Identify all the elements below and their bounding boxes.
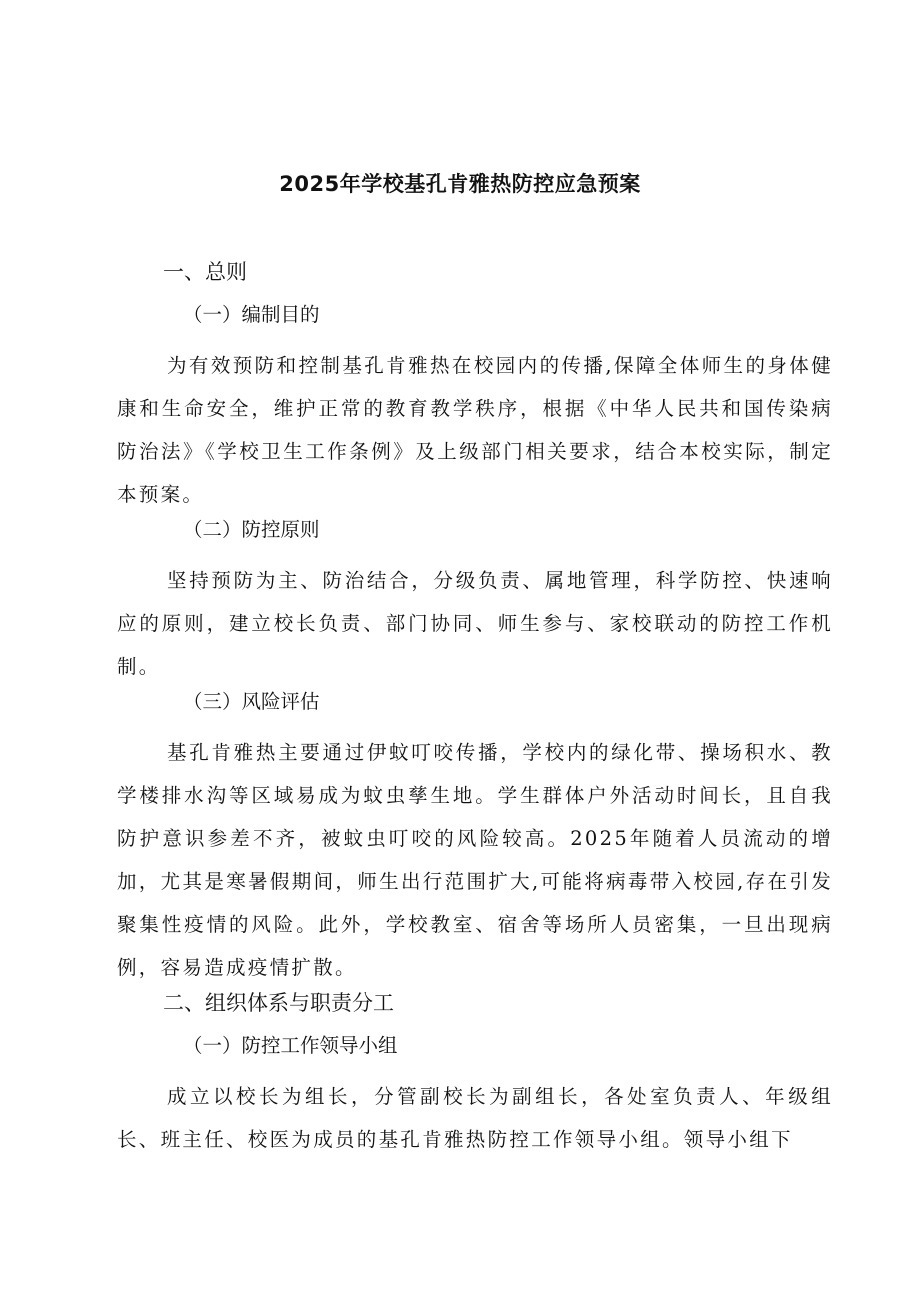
document-title: 2025年学校基孔肯雅热防控应急预案 bbox=[279, 172, 641, 196]
subsection-heading-purpose: （一）编制目的 bbox=[183, 303, 320, 326]
paragraph-principles: 坚持预防为主、防治结合，分级负责、属地管理，科学防控、快速响应的原则，建立校长负责、部门协同、师生参与、家校联动的防控工作机制。 bbox=[117, 569, 833, 678]
document-body bbox=[117, 258, 833, 1161]
subsection-heading-risk: （三）风险评估 bbox=[183, 690, 320, 713]
subsection-heading-leadership: （一）防控工作领导小组 bbox=[183, 1034, 398, 1057]
section-heading-general: 一、总则 bbox=[163, 260, 247, 284]
paragraph-purpose: 为有效预防和控制基孔肯雅热在校园内的传播,保障全体师生的身体健康和生命安全，维护正常的教育教学秩序，根据《中华人民共和国传染病防治法》《学校卫生工作条例》及上级部门相关要求，结合本校实际，制定本预案。 bbox=[117, 354, 833, 506]
subsection-heading-principles: （二）防控原则 bbox=[183, 518, 320, 541]
paragraph-risk: 基孔肯雅热主要通过伊蚊叮咬传播，学校内的绿化带、操场积水、教学楼排水沟等区域易成为蚊虫孳生地。学生群体户外活动时间长，且自我防护意识参差不齐，被蚊虫叮咬的风险较高。2025年随着人员流动的增加，尤其是寒暑假期间，师生出行范围扩大,可能将病毒带入校园,存在引发聚集性疫情的风险。此外，学校教室、宿舍等场所人员密集，一旦出现病例，容易造成疫情扩散。 bbox=[117, 741, 833, 979]
section-heading-organization: 二、组织体系与职责分工 bbox=[163, 991, 394, 1015]
paragraph-leadership: 成立以校长为组长，分管副校长为副组长，各处室负责人、年级组长、班主任、校医为成员的基孔肯雅热防控工作领导小组。领导小组下 bbox=[117, 1085, 833, 1151]
